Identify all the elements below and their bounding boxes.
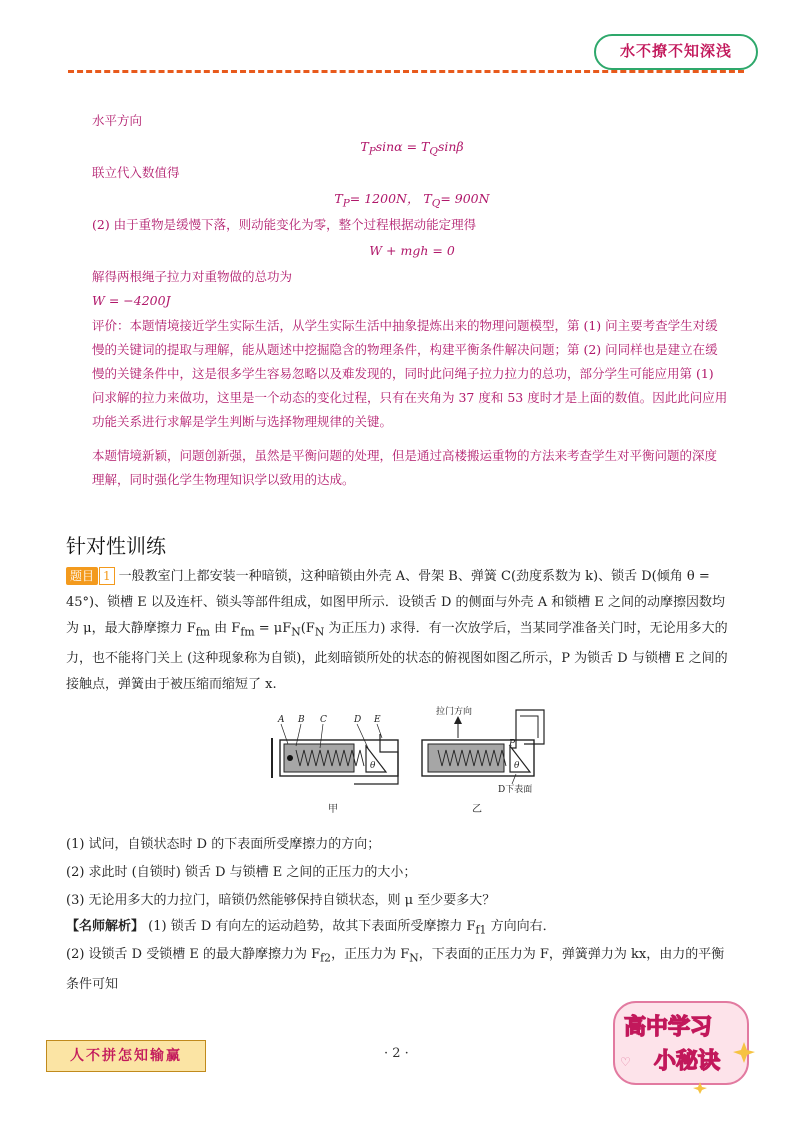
problem-number: 1	[99, 567, 115, 585]
tips-seal	[608, 998, 760, 1094]
problem-text: 题目 1 一般教室门上都安装一种暗锁，这种暗锁由外壳 A、骨架 B、弹簧 C(劲度系数为 k)、锁舌 D(倾角 θ = 45°)、锁槽 E 以及连杆、锁头等部件组成，如图甲所示．设锁舌 D 的侧面与外壳 A 和锁槽 E 之间的动摩擦因数均为 μ，最大静摩擦力 $F_{fm}$ 由 $F_{fm} = \mu F_N(F_N$ 为正压力) 求得．有一次放学后，当某同学准备关门时，无论用多大的力，也不能将门关上 (这种现象称为自锁)，此刻暗锁所处的状态的俯视图如图乙所示，P 为锁舌 D 与锁槽 E 之间的接触点，弹簧由于被压缩而缩短了 x.	[66, 569, 728, 692]
svg-text:E: E	[374, 715, 381, 725]
svg-text:θ: θ	[514, 761, 520, 771]
solution-line-4: 解得两根绳子拉力对重物做的总功为	[92, 269, 293, 284]
svg-text:A: A	[278, 715, 285, 725]
svg-text:B: B	[298, 715, 305, 725]
seal-line-1: 高中学习	[624, 1015, 713, 1040]
svg-text:C: C	[320, 715, 327, 725]
header-motto-badge	[594, 34, 758, 70]
caption-right: 乙	[472, 804, 482, 815]
d-bottom-label: D下表面	[498, 785, 533, 795]
seal-line-2: 小秘诀	[654, 1049, 721, 1074]
pull-direction-label: 拉门方向	[436, 707, 473, 717]
footer-motto-badge	[46, 1040, 206, 1072]
heart-icon: ♡	[620, 1055, 631, 1069]
figure-left	[272, 715, 398, 815]
equation-3: W + mgh = 0	[369, 243, 455, 258]
equation-2: $T_P= 1200N$， $T_Q= 900N$	[334, 191, 490, 210]
analysis-1: 【名师解析】 (1) 锁舌 D 有向左的运动趋势，故其下表面所受摩擦力 $F_{f1}$ 方向向右．	[66, 919, 556, 937]
section-title: 针对性训练	[66, 534, 166, 558]
review-paragraph: 评价：本题情境接近学生实际生活，从学生实际生活中抽象提炼出来的物理问题模型，第 (1) 问主要考查学生对缓慢的关键词的提取与理解，能从题述中挖掘隐含的物理条件，构建平衡条件解决问题；第 (2) 问同样也是建立在缓慢的关键条件中，这是很多学生容易忽略以及难发现的，同时此问绳子拉力拉力的总功，部分学生可能应用第 (1) 问求解的拉力来做功，这里是一个动态的变化过程，只有在夹角为 37 度和 53 度时才是上面的数值。因此此问应用功能关系进行求解是学生判断与选择物理规律的关键。	[92, 318, 728, 429]
p-label: P	[509, 739, 516, 749]
svg-text:D: D	[354, 715, 362, 725]
question-1: (1) 试问，自锁状态时 D 的下表面所受摩擦力的方向；	[66, 837, 381, 852]
question-3: (3) 无论用多大的力拉门，暗锁仍然能够保持自锁状态，则 μ 至少要多大？	[66, 893, 496, 908]
theta-label: θ	[370, 761, 376, 771]
header-dashed-rule	[68, 70, 744, 73]
review-paragraph-2: 本题情境新颖，问题创新强，虽然是平衡问题的处理，但是通过高楼搬运重物的方法来考查学生对平衡问题的深度理解，同时强化学生物理知识学以致用的达成。	[92, 448, 718, 487]
equation-1: $T_P\sin\alpha = T_Q\sin\beta$	[360, 139, 464, 158]
footer-motto: 人不拼怎知输赢	[70, 1048, 182, 1064]
equation-4: W = −4200J	[92, 293, 171, 308]
page-number: · 2 ·	[384, 1046, 409, 1061]
figure-right	[422, 705, 544, 815]
caption-left: 甲	[328, 804, 338, 815]
solution-line-3: (2) 由于重物是缓慢下落，则动能变化为零，整个过程根据动能定理得	[92, 217, 477, 232]
problem-tag: 题目	[66, 567, 98, 585]
question-2: (2) 求此时 (自锁时) 锁舌 D 与锁槽 E 之间的正压力的大小；	[66, 865, 417, 880]
lock-diagram	[262, 704, 552, 816]
solution-line-2: 联立代入数值得	[92, 165, 180, 180]
solution-line-1: 水平方向	[92, 113, 143, 128]
header-motto: 水不撩不知深浅	[619, 42, 732, 60]
analysis-2: (2) 设锁舌 D 受锁槽 E 的最大静摩擦力为 $F_{f2}$，正压力为 $F_N$，下表面的正压力为 F，弹簧弹力为 kx，由力的平衡条件可知	[66, 947, 725, 992]
